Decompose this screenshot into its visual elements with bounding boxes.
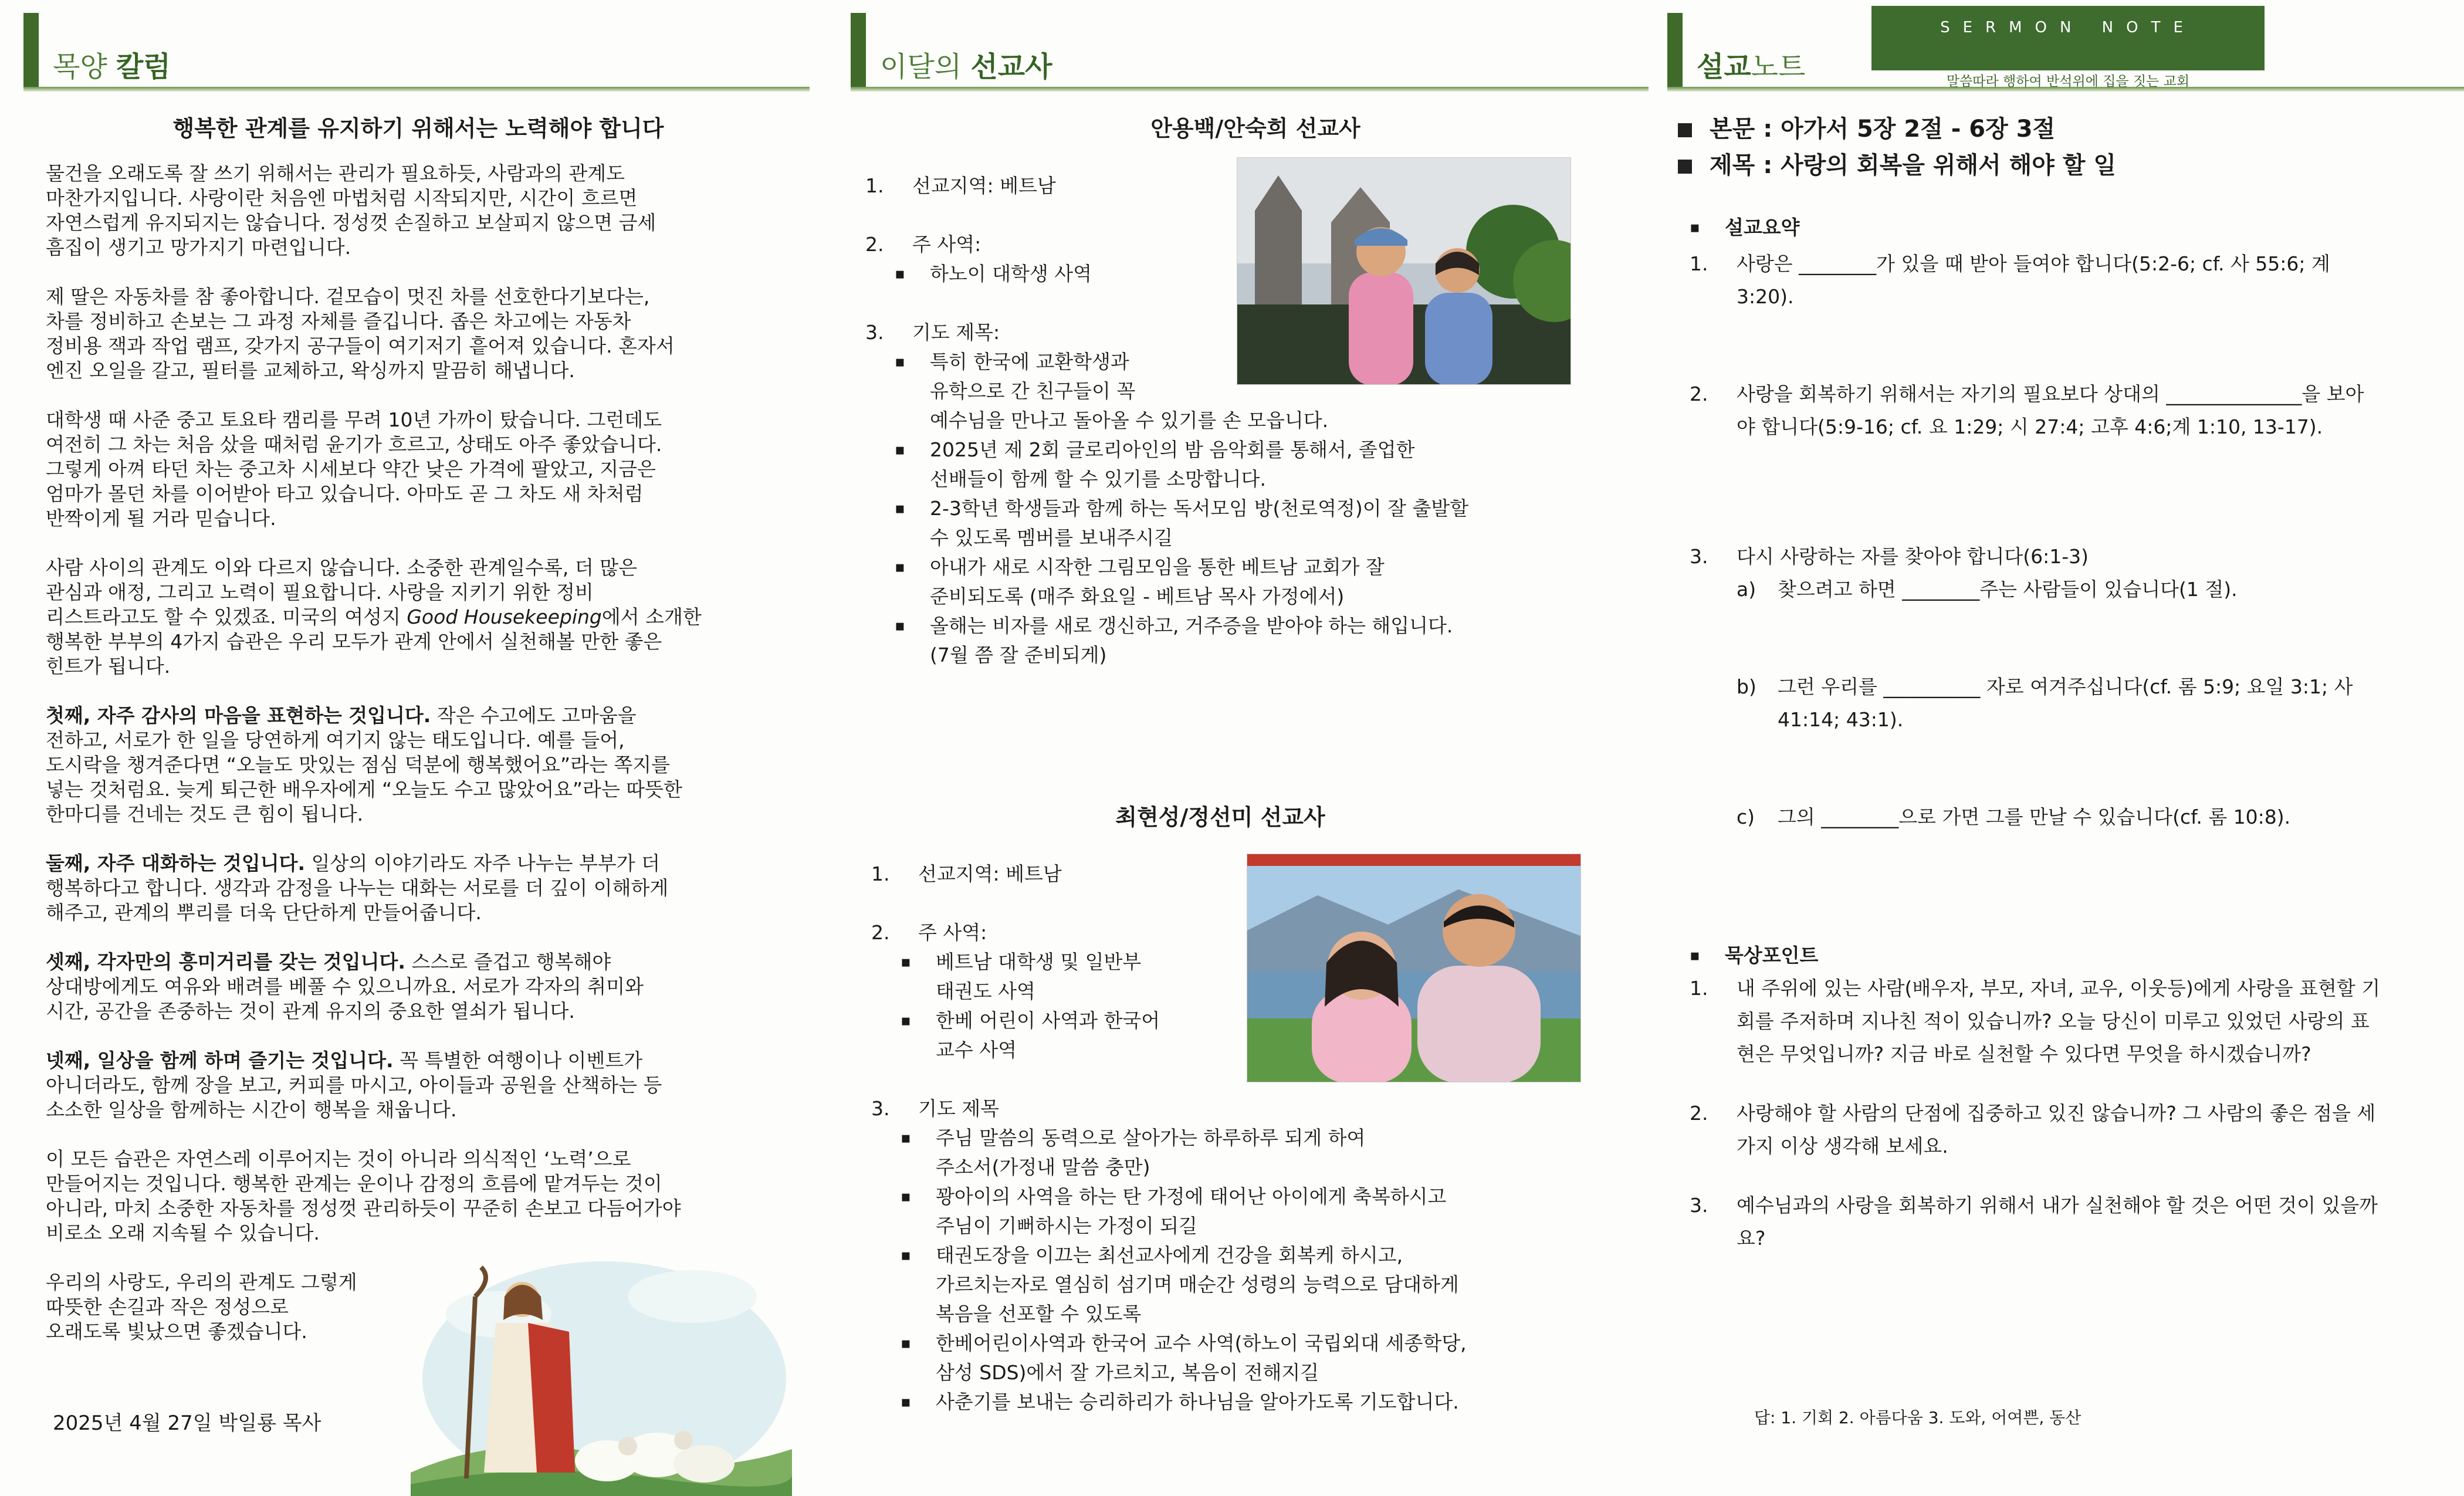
missionary-1-photo [1237,157,1571,385]
prayer-item: ▪ 태권도장을 이끄는 최선교사에게 건강을 회복케 하시고, 가르치는자로 열심히 섬기며 매순간 성령의 능력으로 담대하게 복음을 선포할 수 있도록 [901,1241,1605,1329]
ministry-item: ▪ 한베 어린이 사역과 한국어 교수 사역 [901,1006,1605,1065]
header-underline [23,87,810,92]
closing-paragraph: 이 모든 습관은 자연스레 이루어지는 것이 아니라 의식적인 ‘노력’으로 만들어지는 것입니다. 행복한 관계는 운이나 감정의 흐름에 맡겨두는 것이 아니라, 마치 소중한 자동차를 정성껏 관리하듯이 꾸준히 손보고 다듬어가야 비로소 오래 지속될 수 있습니다. [46,1148,681,1244]
ministry-item: ▪ 베트남 대학생 및 일반부 태권도 사역 [901,947,1605,1006]
header-accent-bar [851,13,866,89]
prayer-item: ▪ 주님 말씀의 동력으로 살아가는 하루하루 되게 하여 주소서(가정내 말씀 충만) [901,1123,1605,1182]
bullet-square-icon [1678,160,1692,174]
prayer-item: ▪ 2025년 제 2회 글로리아인의 밤 음악회를 통해서, 졸업한 선배들이 함께 할 수 있기를 소망합니다. [895,435,1599,494]
sermon-summary [1690,211,2441,1255]
missionary-2-photo [1247,854,1581,1082]
paragraph-2: 제 딸은 자동차를 참 좋아합니다. 겉모습이 멋진 차를 선호한다기보다는, 차를 정비하고 손보는 그 과정 자체를 즐깁니다. 좁은 차고에는 자동차 정비용 잭과 작업 램프, 갖가지 공구들이 여기저기 흩어져 있습니다. 혼자서 엔진 오일을 갈고, 필터를 교체하고, 왁싱까지 말끔히 해냅니다. [46,285,675,382]
column-header [1667,13,1806,89]
column-header-title: 이달의 선교사 [880,50,1052,83]
summary-item: 2. 사랑을 회복하기 위해서는 자기의 필요보다 상대의 ______________을 보아야 합니다(5:9-16; cf. 요 1:29; 시 27:4; 고후 4:6;계 1:10, 13-17). [1690,383,2364,438]
church-motto: 말씀따라 행하여 반석위에 집을 짓는 교회 [1946,74,2190,89]
header-accent-bar [23,13,39,89]
header-accent-bar [1667,13,1683,89]
column-header-title: 설교노트 [1697,50,1806,83]
meditation-item: 2. 사랑해야 할 사람의 단점에 집중하고 있진 않습니까? 그 사람의 좋은 점을 세가지 이상 생각해 보세요. [1690,1102,2376,1157]
column-title: 행복한 관계를 유지하기 위해서는 노력해야 합니다 [172,116,664,141]
answer-key: 답: 1. 기회 2. 아름다움 3. 도와, 어여쁜, 동산 [1754,1408,2081,1427]
habit-4: 넷째, 일상을 함께 하며 즐기는 것입니다. 꼭 특별한 여행이나 이벤트가 아니더라도, 함께 장을 보고, 커피를 마시고, 아이들과 공원을 산책하는 등 소소한 일상을 함께하는 시간이 행복을 채웁니다. [46,1049,662,1121]
prayer-item: ▪ 사춘기를 보내는 승리하리가 하나님을 알아가도록 기도합니다. [901,1387,1605,1417]
meditation-heading: ▪ 묵상포인트 [1690,939,2441,972]
meditation-item: 3. 예수님과의 사랑을 회복하기 위해서 내가 실천해야 할 것은 어떤 것이 있을까요? [1690,1194,2378,1250]
summary-heading: ▪ 설교요약 [1690,211,2441,244]
paragraph-1: 물건을 오래도록 잘 쓰기 위해서는 관리가 필요하듯, 사람과의 관계도 마찬가지입니다. 사랑이란 처음엔 마법처럼 시작되지만, 시간이 흐르면 자연스럽게 유지되지는 않습니다. 정성껏 손질하고 보살피지 않으면 금세 흠집이 생기고 망가지기 마련입니다. [46,162,656,259]
closing-wish: 우리의 사랑도, 우리의 관계도 그렇게 따뜻한 손길과 작은 정성으로 오래도록 빛났으면 좋겠습니다. [46,1271,357,1343]
magazine-name: Good Housekeeping [407,605,602,628]
prayer-item: ▪ 한베어린이사역과 한국어 교수 사역(하노이 국립외대 세종학당, 삼성 SDS)에서 잘 가르치고, 복음이 전해지길 [901,1329,1605,1387]
sermon-subject: 제목 : 사랑의 회복을 위해서 해야 할 일 [1678,147,2116,180]
habit-1: 첫째, 자주 감사의 마음을 표현하는 것입니다. 작은 수고에도 고마움을 전하고, 서로가 한 일을 당연하게 여기지 않는 태도입니다. 예를 들어, 도시락을 챙겨준다면 “오늘도 맛있는 점심 덕분에 행복했어요”라는 쪽지를 넣는 것처럼요. 늦게 퇴근한 배우자에게 “오늘도 수고 많았어요”라는 따뜻한 한마디를 건네는 것도 큰 힘이 됩니다. [46,704,682,825]
prayer-item: ▪ 2-3학년 학생들과 함께 하는 독서모임 방(천로역정)이 잘 출발할 수 있도록 멤버를 보내주시길 [895,494,1599,553]
sermon-note-banner: SERMON NOTE [1871,6,2265,70]
paragraph-4: 사람 사이의 관계도 이와 다르지 않습니다. 소중한 관계일수록, 더 많은 관심과 애정, 그리고 노력이 필요합니다. 사랑을 지키기 위한 정비 리스트라고도 할 수 있겠죠. 미국의 여성지 Good Housekeeping에서 소개한 행복한 부부의 4가지 습관은 우리 모두가 관계 안에서 실천해볼 만한 좋은 힌트가 됩니다. [46,556,702,678]
paragraph-3: 대학생 때 사준 중고 토요타 캠리를 무려 10년 가까이 탔습니다. 그런데도 여전히 그 차는 처음 샀을 때처럼 윤기가 흐르고, 상태도 아주 좋았습니다. 그렇게 아껴 타던 차는 중고차 시세보다 약간 낮은 가격에 팔았고, 지금은 엄마가 몰던 차를 이어받아 타고 있습니다. 아마도 곧 그 차도 새 차처럼 반짝이게 될 거라 믿습니다. [46,408,662,530]
ministry-item: ▪ 하노이 대학생 사역 [895,259,1599,289]
summary-item: 3. 다시 사랑하는 자를 찾아야 합니다(6:1-3) [1690,545,2089,568]
prayer-item: ▪ 올해는 비자를 새로 갱신하고, 거주증을 받아야 하는 해입니다. (7월 쯤 잘 준비되게) [895,611,1599,670]
habit-2: 둘째, 자주 대화하는 것입니다. 일상의 이야기라도 자주 나누는 부부가 더 행복하다고 합니다. 생각과 감정을 나누는 대화는 서로를 더 깊이 이해하게 해주고, 관계의 뿌리를 더욱 단단하게 만들어줍니다. [46,852,669,924]
column-header [23,13,171,89]
signature: 2025년 4월 27일 박일룡 목사 [53,1412,321,1435]
shepherd-illustration [411,1244,792,1496]
column-body [46,161,791,1369]
prayer-item: ▪ 꽝아이의 사역을 하는 탄 가정에 태어난 아이에게 축복하시고 주님이 기뻐하시는 가정이 되길 [901,1182,1605,1241]
prayer-item: ▪ 아내가 새로 시작한 그림모임을 통한 베트남 교회가 잘 준비되도록 (매주 화요일 - 베트남 목사 가정에서) [895,553,1599,611]
bullet-square-icon [1678,123,1692,137]
prayer-label: 3. 기도 제목 [871,1097,1000,1120]
summary-item: 1. 사랑은 ________가 있을 때 받아 들여야 합니다(5:2-6; cf. 사 55:6; 계 3:20). [1690,252,2330,308]
summary-subitem: b) 그런 우리를 __________ 자로 여겨주십니다(cf. 롬 5:9; 요일 3:1; 사 41:14; 43:1). [1737,675,2353,731]
sermon-passage: 본문 : 아가서 5장 2절 - 6장 3절 [1678,110,2055,144]
main-ministry-label: 2. 주 사역: [865,233,981,256]
mission-region: 1. 선교지역: 베트남 [865,174,1056,197]
summary-subitem: a) 찾으려고 하면 ________주는 사람들이 있습니다(1 절). [1737,578,2238,601]
column-header [851,13,1052,89]
column-header-title: 목양 칼럼 [53,50,171,83]
prayer-label: 3. 기도 제목: [865,321,1000,344]
pastoral-column [0,0,821,1496]
mission-region: 1. 선교지역: 베트남 [871,862,1062,885]
missionary-1-title: 안용백/안숙희 선교사 [1150,116,1360,141]
missionary-2-title: 최현성/정선미 선교사 [1115,804,1325,830]
prayer-item: ▪ 특히 한국에 교환학생과 유학으로 간 친구들이 꼭 예수님을 만나고 돌아올 수 있기를 손 모읍니다. [895,347,1599,435]
meditation-item: 1. 내 주위에 있는 사람(배우자, 부모, 자녀, 교우, 이웃등)에게 사랑을 표현할 기회를 주저하며 지나친 적이 있습니까? 오늘 당신이 미루고 있었던 사랑의 표현은 무엇입니까? 지금 바로 실천할 수 있다면 무엇을 하시겠습니까? [1690,977,2381,1065]
summary-subitem: c) 그의 ________으로 가면 그를 만날 수 있습니다(cf. 롬 10:8). [1737,805,2291,828]
habit-3: 셋째, 각자만의 흥미거리를 갖는 것입니다. 스스로 즐겁고 행복해야 상대방에게도 여유와 배려를 베풀 수 있으니까요. 서로가 각자의 취미와 시간, 공간을 존중하는 것이 관계 유지의 중요한 열쇠가 됩니다. [46,950,644,1023]
main-ministry-label: 2. 주 사역: [871,921,987,944]
header-underline [851,87,1649,92]
